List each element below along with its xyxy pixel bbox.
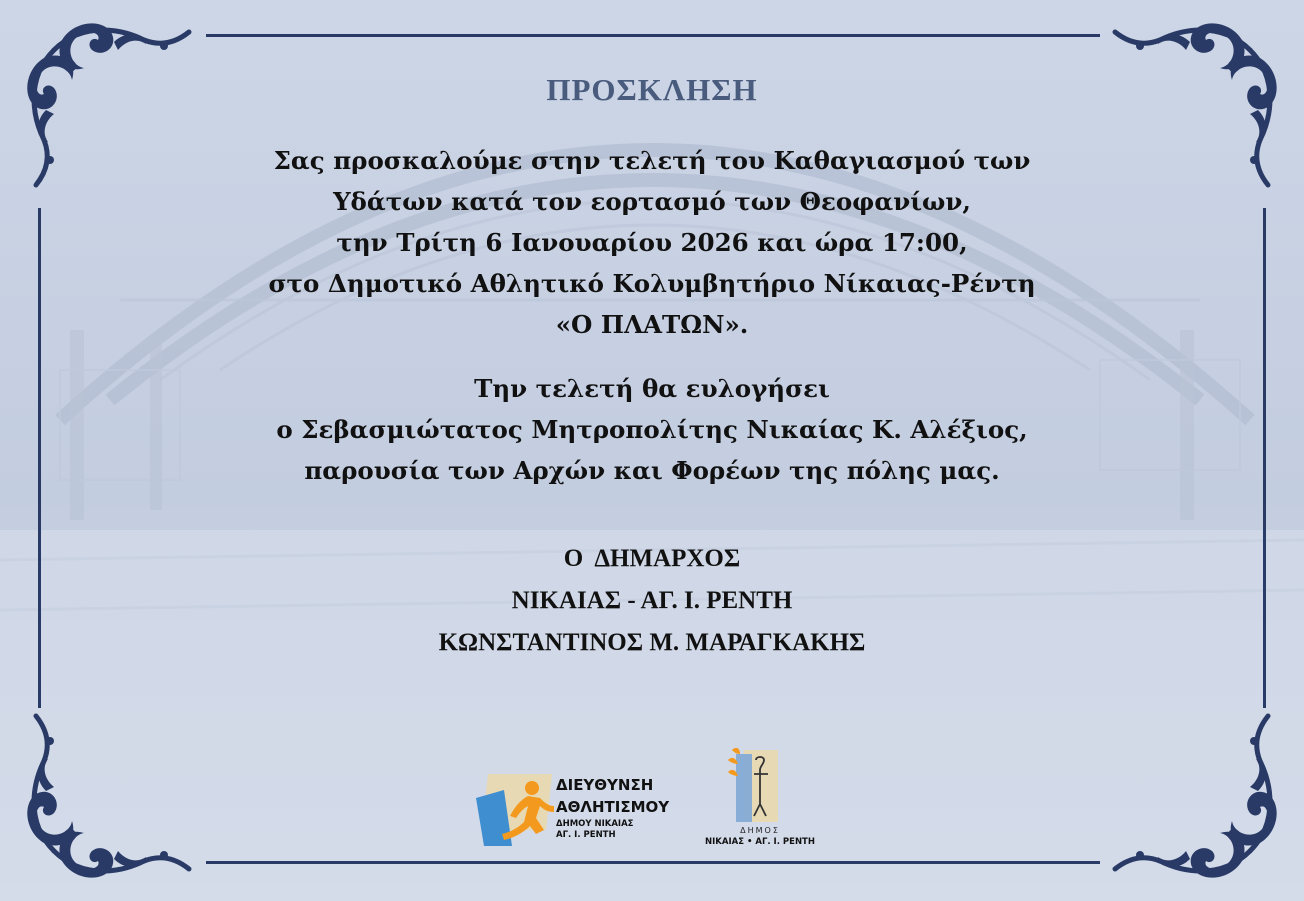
paragraph-1-line: Σας προσκαλούμε στην τελετή του Καθαγιασμού των (273, 146, 1031, 175)
mayor-signature (0, 538, 1304, 664)
sports-logo-line3: ΔΗΜΟΥ ΝΙΚΑΙΑΣ (556, 819, 634, 829)
municipality-logo-icon (726, 744, 786, 826)
corner-ornament-bottom-left (14, 701, 204, 891)
municipality-logo-line1: ΔΗΜΟΣ (740, 826, 780, 835)
sports-logo-line2: ΑΘΛΗΤΙΣΜΟΥ (556, 798, 670, 816)
frame-bottom-line (206, 861, 1100, 864)
paragraph-1-line: την Τρίτη 6 Ιανουαρίου 2026 και ώρα 17:00, (336, 228, 968, 257)
municipality-logo-line2: ΝΙΚΑΙΑΣ • ΑΓ. Ι. ΡΕΝΤΗ (705, 837, 815, 847)
invitation-paragraph-1 (0, 140, 1304, 345)
sports-logo-line1: ΔΙΕΥΘΥΝΣΗ (556, 776, 654, 794)
signature-line: ΚΩΝΣΤΑΝΤΙΝΟΣ Μ. ΜΑΡΑΓΚΑΚΗΣ (438, 629, 866, 656)
signature-line: ΝΙΚΑΙΑΣ - ΑΓ. Ι. ΡΕΝΤΗ (511, 587, 793, 614)
signature-line: Ο ΔΗΜΑΡΧΟΣ (563, 545, 741, 572)
paragraph-2-line: Την τελετή θα ευλογήσει (474, 374, 830, 403)
sports-logo-line4: ΑΓ. Ι. ΡΕΝΤΗ (556, 830, 616, 840)
paragraph-1-line: στο Δημοτικό Αθλητικό Κολυμβητήριο Νίκαιας-Ρέντη (268, 269, 1036, 298)
invitation-title: ΠΡΟΣΚΛΗΣΗ (546, 72, 758, 107)
paragraph-2-line: παρουσία των Αρχών και Φορέων της πόλης μας. (304, 456, 1000, 485)
paragraph-2-line: ο Σεβασμιώτατος Μητροπολίτης Νικαίας Κ. Αλέξιος, (276, 415, 1028, 444)
paragraph-1-line: Υδάτων κατά τον εορτασμό των Θεοφανίων, (333, 187, 971, 216)
invitation-paragraph-2 (0, 368, 1304, 491)
paragraph-1-line: «Ο ΠΛΑΤΩΝ». (555, 310, 749, 339)
corner-ornament-bottom-right (1100, 701, 1290, 891)
frame-top-line (206, 34, 1100, 37)
